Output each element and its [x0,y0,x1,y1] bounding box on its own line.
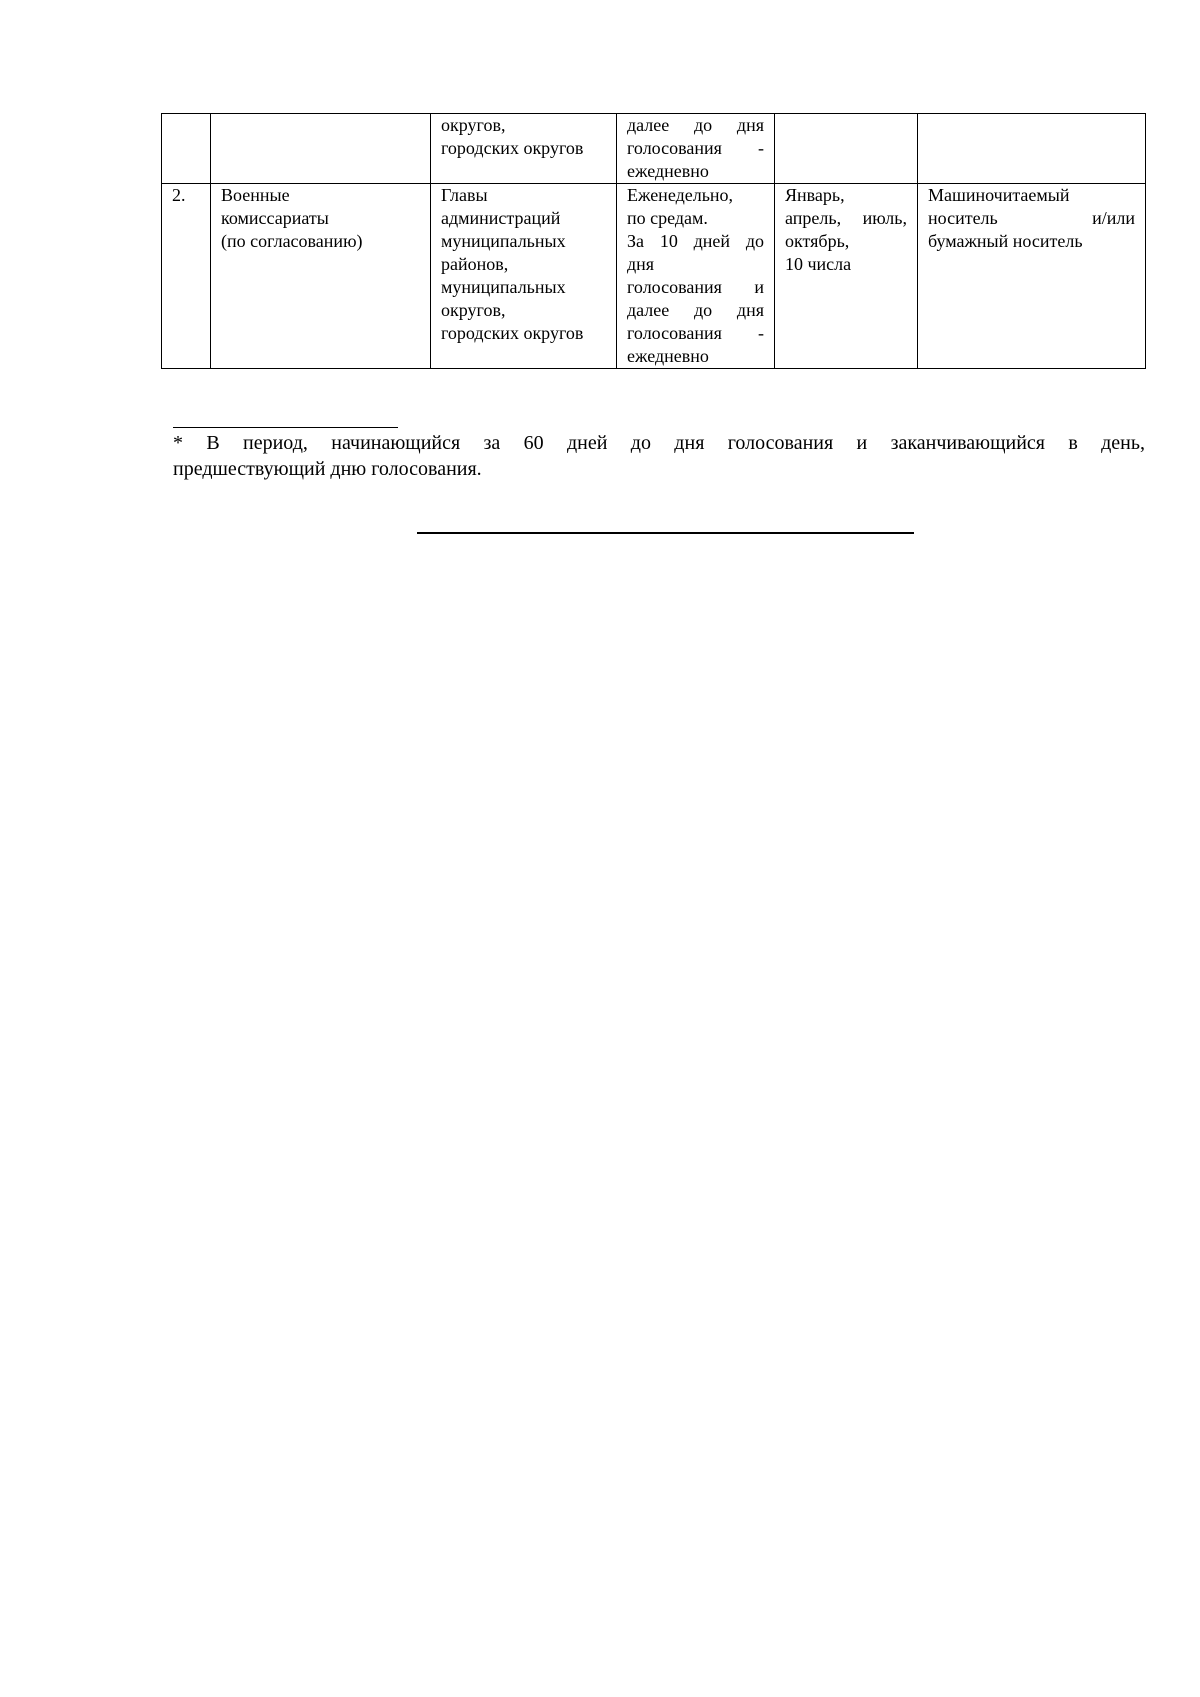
table-row [162,184,1146,369]
cell-text-line: бумажный носитель [928,231,1083,251]
table-cell [211,184,431,369]
cell-text-line: Январь, [785,185,845,205]
end-of-document-rule [417,532,914,534]
cell-text-line: муниципальных [441,277,566,297]
cell-text-line: ежедневно [627,161,709,181]
table-row [162,114,1146,184]
footnote-line: * В период, начинающийся за 60 дней до дня голосования и заканчивающийся в день, [173,432,1145,454]
cell-text-line: голосования и [627,277,764,297]
table-cell [775,184,918,369]
cell-text-line: городских округов [441,323,584,343]
table-cell [918,114,1146,184]
footnote [173,430,1145,482]
cell-text-line: по средам. [627,208,708,228]
cell-text-line: районов, [441,254,509,274]
cell-text-line: далее до дня [627,300,764,320]
cell-text-line: октябрь, [785,231,850,251]
cell-text-line: далее до дня [627,115,764,135]
cell-text-line: Машиночитаемый [928,185,1070,205]
cell-text-line: городских округов [441,138,584,158]
cell-text-line: 2. [172,185,186,205]
cell-text-line: (по согласованию) [221,231,363,251]
cell-text-line: апрель, июль, [785,208,907,228]
table-cell [211,114,431,184]
table-cell [162,114,211,184]
table-cell [431,184,617,369]
cell-text-line: Главы [441,185,488,205]
table-body [162,114,1146,369]
footnote-separator [173,427,398,428]
table-cell [918,184,1146,369]
cell-text-line: округов, [441,115,506,135]
table-cell [775,114,918,184]
cell-text-line: муниципальных [441,231,566,251]
table-cell [162,184,211,369]
cell-text-line: носитель и/или [928,208,1135,228]
cell-text-line: ежедневно [627,346,709,366]
cell-text-line: Военные [221,185,290,205]
cell-text-line: округов, [441,300,506,320]
footnote-line: предшествующий дню голосования. [173,458,482,480]
cell-text-line: администраций [441,208,561,228]
cell-text-line: Еженедельно, [627,185,734,205]
cell-text-line: голосования - [627,323,764,343]
cell-text-line: За 10 дней до [627,231,764,251]
cell-text-line: 10 числа [785,254,852,274]
table-cell [431,114,617,184]
cell-text-line: голосования - [627,138,764,158]
cell-text-line: дня [627,254,655,274]
table-cell [617,184,775,369]
cell-text-line: комиссариаты [221,208,329,228]
table-cell [617,114,775,184]
data-table [161,113,1146,369]
